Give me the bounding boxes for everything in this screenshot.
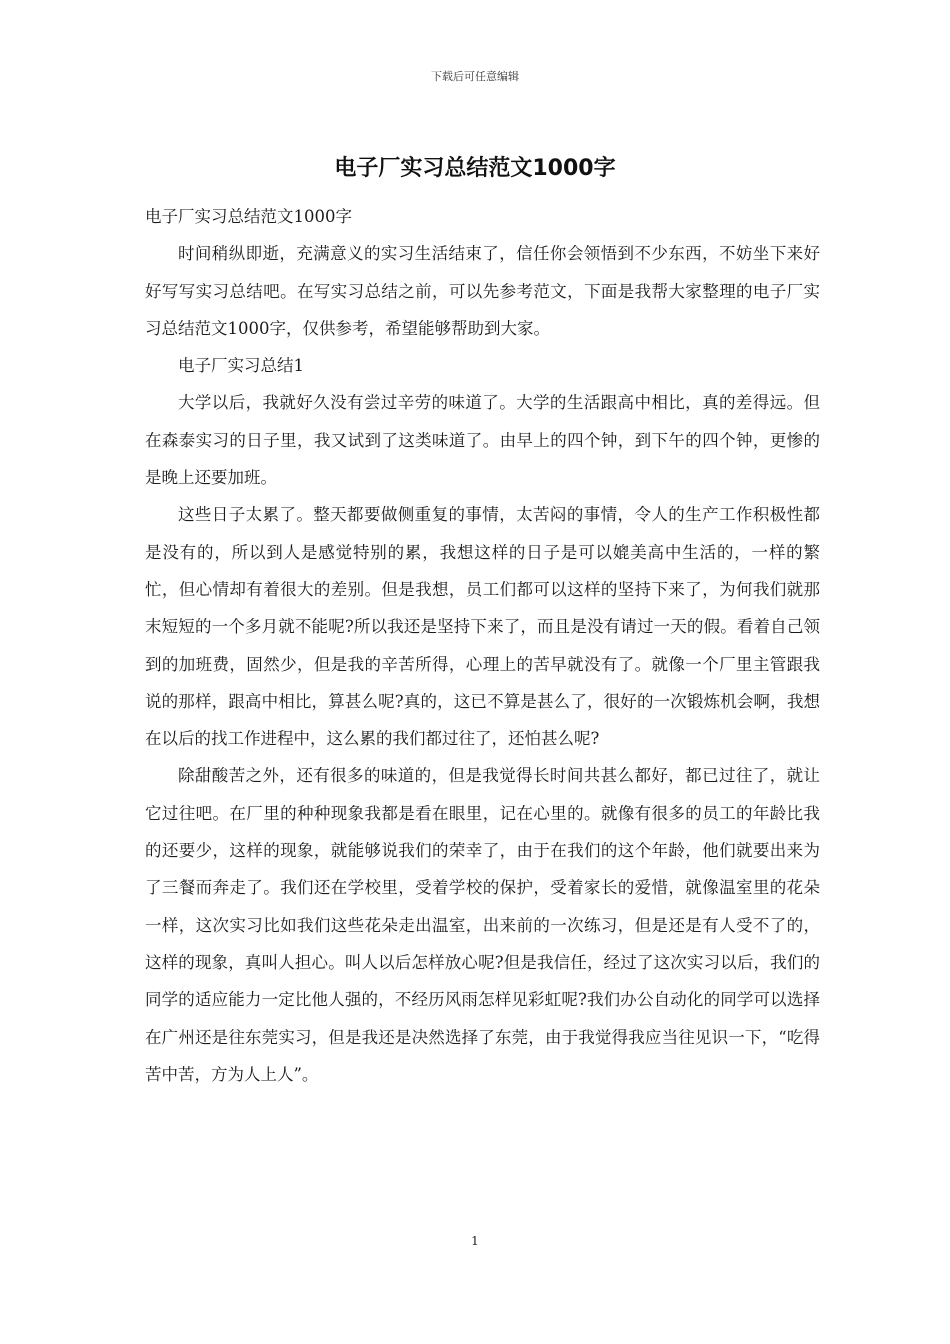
section-heading: 电子厂实习总结1 [178, 356, 304, 376]
header-note: 下载后可任意编辑 [431, 70, 519, 83]
document-body [145, 198, 820, 1093]
paragraph-intro: 时间稍纵即逝，充满意义的实习生活结束了，信任你会领悟到不少东西，不妨坐下来好好写写实习总结吧。在写实习总结之前，可以先参考范文，下面是我帮大家整理的电子厂实习总结范文1000字，仅供参考，希望能够帮助到大家。 [145, 244, 820, 338]
document-title: 电子厂实习总结范文1000字 [334, 156, 616, 181]
page-number: 1 [471, 1234, 479, 1248]
paragraph: 除甜酸苦之外，还有很多的味道的，但是我觉得长时间共甚么都好，都已过往了，就让它过往吧。在厂里的种种现象我都是看在眼里，记在心里的。就像有很多的员工的年龄比我的还要少，这样的现象，就能够说我们的荣幸了，由于在我们的这个年龄，他们就要出来为了三餐而奔走了。我们还在学校里，受着学校的保护，受着家长的爱惜，就像温室里的花朵一样，这次实习比如我们这些花朵走出温室，出来前的一次练习，但是还是有人受不了的，这样的现象，真叫人担心。叫人以后怎样放心呢?但是我信任，经过了这次实习以后，我们的同学的适应能力一定比他人强的，不经历风雨怎样见彩虹呢?我们办公自动化的同学可以选择在广州还是往东莞实习，但是我还是决然选择了东莞，由于我觉得我应当往见识一下，“吃得苦中苦，方为人上人”。 [145, 766, 820, 1084]
subtitle-line: 电子厂实习总结范文1000字 [145, 207, 352, 226]
paragraph: 这些日子太累了。整天都要做侧重复的事情，太苦闷的事情，令人的生产工作积极性都是没有的，所以到人是感觉特别的累，我想这样的日子是可以媲美高中生活的，一样的繁忙，但心情却有着很大的差别。但是我想，员工们都可以这样的坚持下来了，为何我们就那末短短的一个多月就不能呢?所以我还是坚持下来了，而且是没有请过一天的假。看着自己领到的加班费，固然少，但是我的辛苦所得，心理上的苦早就没有了。就像一个厂里主管跟我说的那样，跟高中相比，算甚么呢?真的，这已不算是甚么了，很好的一次锻炼机会啊，我想在以后的找工作进程中，这么累的我们都过往了，还怕甚么呢? [145, 505, 820, 749]
paragraph: 大学以后，我就好久没有尝过辛劳的味道了。大学的生活跟高中相比，真的差得远。但在森泰实习的日子里，我又试到了这类味道了。由早上的四个钟，到下午的四个钟，更惨的是晚上还要加班。 [145, 393, 820, 488]
